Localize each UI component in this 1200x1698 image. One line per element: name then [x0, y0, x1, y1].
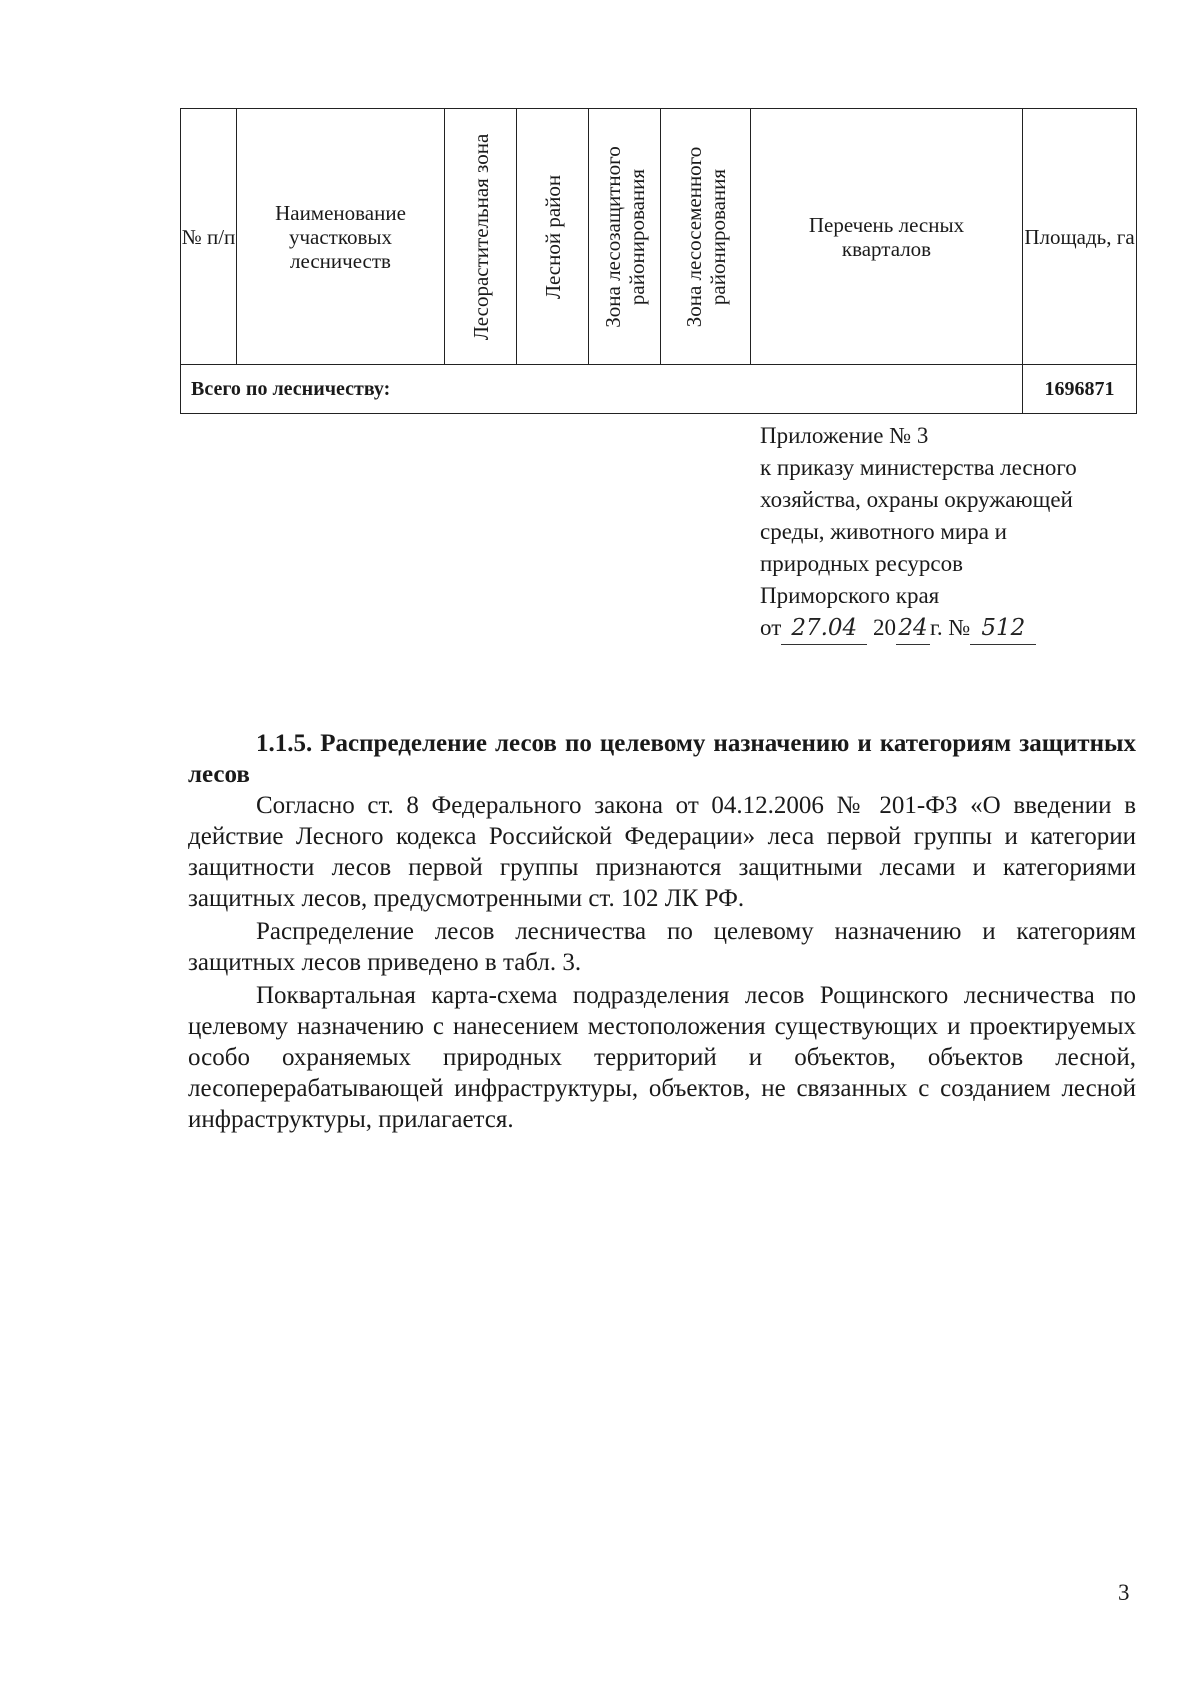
appendix-line: Приложение № 3: [760, 423, 929, 448]
header-forest-district-cell: [517, 109, 589, 365]
header-protect-zone: Зона лесозащитного районирования: [600, 145, 649, 328]
header-veg-zone: Лесорастительная зона: [468, 133, 493, 340]
paragraph: Распределение лесов лесничества по целевому назначению и категориям защитных лесов приведено в табл. 3.: [188, 918, 1136, 976]
appendix-line: природных ресурсов: [760, 551, 963, 576]
year-prefix: 20: [873, 615, 896, 640]
forest-district-table: [180, 108, 1137, 414]
handwritten-year: 24: [896, 612, 930, 645]
year-suffix: г. №: [930, 615, 971, 640]
header-forest-district: Лесной район: [540, 174, 565, 299]
paragraph: Поквартальная карта-схема подразделения лесов Рощинского лесничества по целевому назначению с нанесением местоположения существующих и проектируемых особо охраняемых природных территорий и объектов, объектов лесной, лесоперерабатывающей инфраструктуры, объектов, не связанных с созданием лесной инфраструктуры, прилагается.: [188, 982, 1136, 1133]
table-total-row: [181, 365, 1137, 414]
section-title: 1.1.5. Распределение лесов по целевому назначению и категориям защитных лесов: [188, 730, 1136, 788]
page-number: 3: [1118, 1580, 1130, 1605]
appendix-date-line: [760, 612, 1160, 645]
header-veg-zone-cell: [445, 109, 517, 365]
appendix-line: к приказу министерства лесного: [760, 455, 1077, 480]
header-seed-zone-cell: [661, 109, 751, 365]
appendix-line: среды, животного мира и: [760, 519, 1007, 544]
appendix-line: хозяйства, охраны окружающей: [760, 487, 1073, 512]
header-protect-zone-cell: [589, 109, 661, 365]
total-value: 1696871: [1023, 365, 1137, 414]
header-quarters: Перечень лесных кварталов: [751, 109, 1023, 365]
date-prefix: от: [760, 615, 782, 640]
appendix-line: Приморского края: [760, 583, 940, 608]
table-header-row: [181, 109, 1137, 365]
handwritten-order-number: 512: [970, 612, 1036, 645]
header-area: Площадь, га: [1023, 109, 1137, 365]
appendix-block: [760, 420, 1160, 645]
section-body: [188, 728, 1136, 1135]
header-num: № п/п: [181, 109, 237, 365]
paragraph: Согласно ст. 8 Федерального закона от 04.12.2006 № 201-ФЗ «О введении в действие Лесного кодекса Российской Федерации» леса первой группы и категории защитности лесов первой группы признаются защитными лесами и категориями защитных лесов, предусмотренными ст. 102 ЛК РФ.: [188, 792, 1136, 912]
header-seed-zone: Зона лесосеменного районирования: [681, 146, 730, 327]
header-name: Наименование участковых лесничеств: [237, 109, 445, 365]
total-label: Всего по лесничеству:: [181, 365, 1023, 414]
handwritten-date: 27.04: [781, 612, 867, 645]
